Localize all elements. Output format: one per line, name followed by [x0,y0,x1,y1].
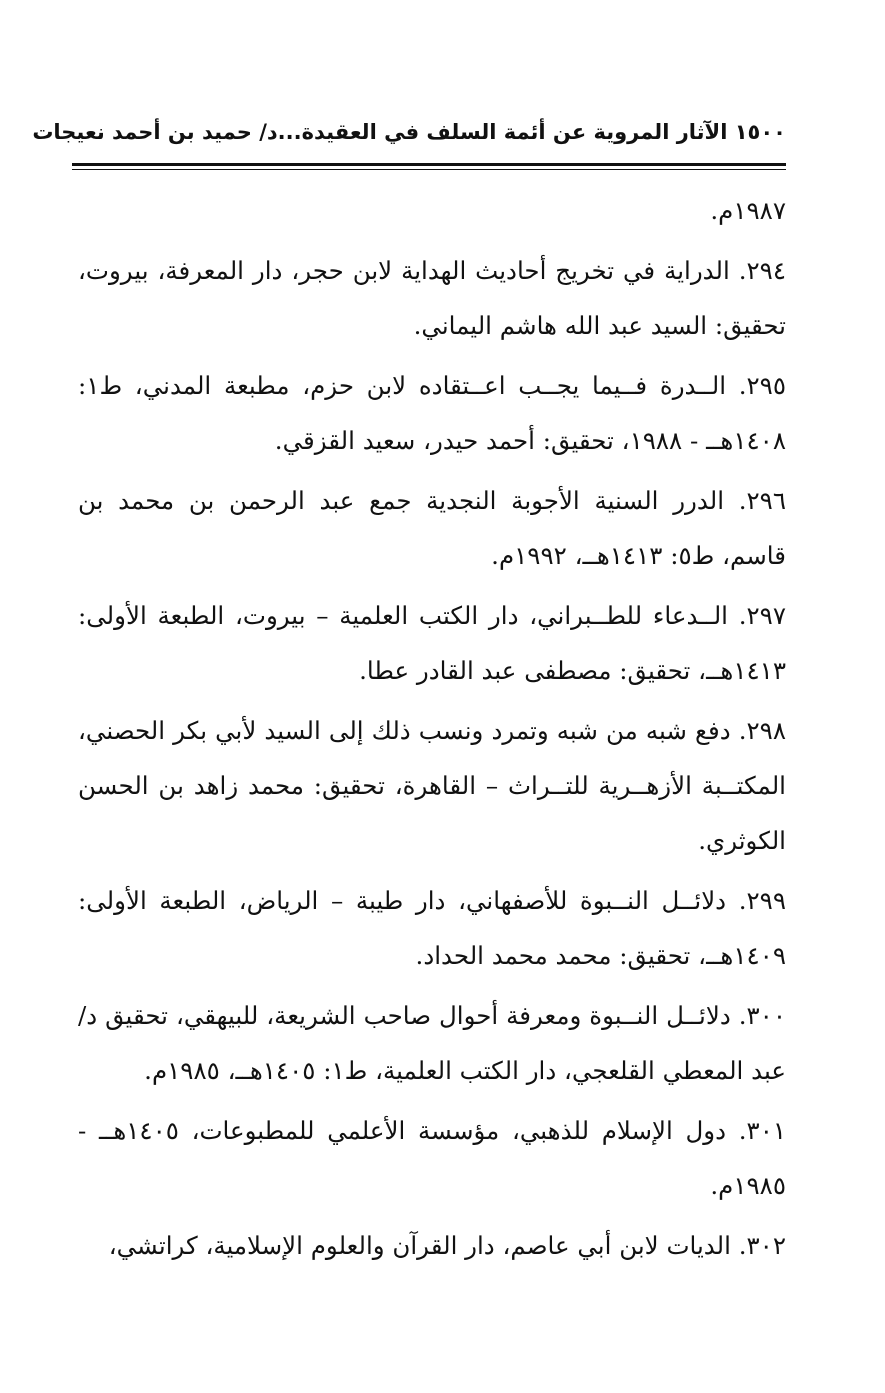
header-rule-secondary [72,169,786,170]
bibliography-entry: ٢٩٩. دلائــل النــبوة للأصفهاني، دار طيبة – الرياض، الطبعة الأولى: ١٤٠٩هــ، تحقيق: محمد محمد الحداد. [78,886,786,970]
bibliography-entry: ٢٩٨. دفع شبه من شبه وتمرد ونسب ذلك إلى السيد لأبي بكر الحصني، المكتــبة الأزهــرية للتــراث – القاهرة، تحقيق: محمد زاهد بن الحسن الكوثري. [78,716,786,855]
bibliography-entry: ٢٩٧. الــدعاء للطــبراني، دار الكتب العلمية – بيروت، الطبعة الأولى: ١٤١٣هــ، تحقيق: مصطفى عبد القادر عطا. [78,601,786,685]
bibliography-list [78,183,786,1278]
bibliography-entry: ٢٩٥. الــدرة فــيما يجــب اعــتقاده لابن حزم، مطبعة المدني، ط١: ١٤٠٨هــ - ١٩٨٨، تحقيق: أحمد حيدر، سعيد القزقي. [78,371,786,455]
header-rule [72,163,786,166]
bibliography-entry: ٣٠٠. دلائــل النــبوة ومعرفة أحوال صاحب الشريعة، للبيهقي، تحقيق د/عبد المعطي القلعجي، دار الكتب العلمية، ط١: ١٤٠٥هــ، ١٩٨٥م. [78,1001,786,1085]
bibliography-entry: ٢٩٦. الدرر السنية الأجوبة النجدية جمع عبد الرحمن بن محمد بن قاسم، ط٥: ١٤١٣هــ، ١٩٩٢م. [78,486,786,570]
bibliography-entry: ١٩٨٧م. [710,196,786,225]
running-header: ١٥٠٠ الآثار المروية عن أئمة السلف في العقيدة...د/ حميد بن أحمد نعيجات [32,120,786,144]
bibliography-entry: ٢٩٤. الدراية في تخريج أحاديث الهداية لابن حجر، دار المعرفة، بيروت، تحقيق: السيد عبد الله هاشم اليماني. [78,256,786,340]
bibliography-entry: ٣٠١. دول الإسلام للذهبي، مؤسسة الأعلمي للمطبوعات، ١٤٠٥هــ - ١٩٨٥م. [78,1116,787,1200]
bibliography-entry: ٣٠٢. الديات لابن أبي عاصم، دار القرآن والعلوم الإسلامية، كراتشي، [108,1231,786,1260]
